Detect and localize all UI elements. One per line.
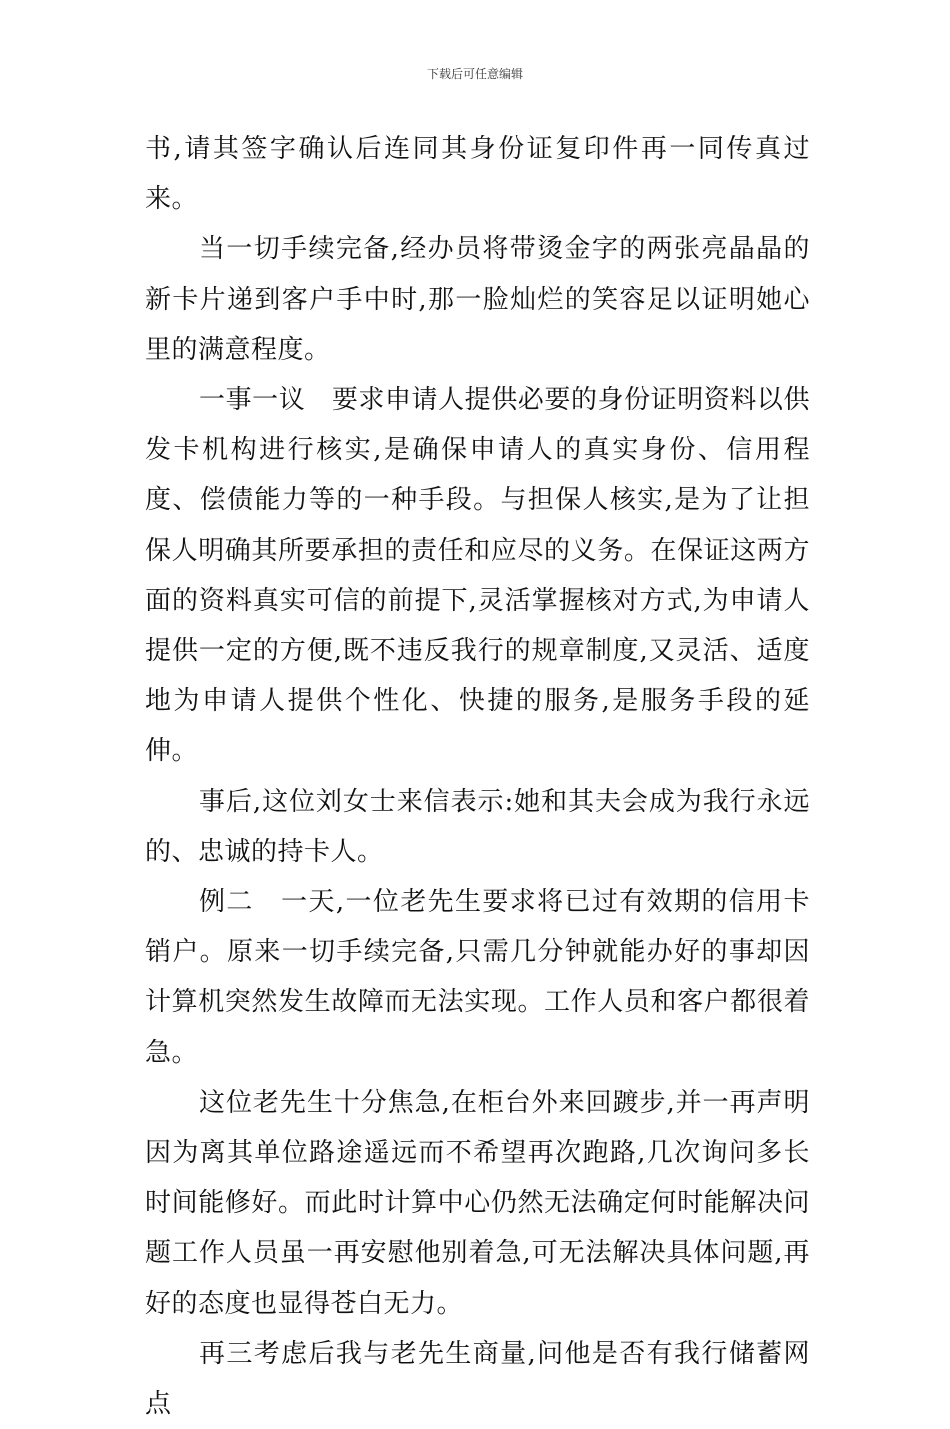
paragraph: 再三考虑后我与老先生商量,问他是否有我行储蓄网点 — [145, 1338, 810, 1420]
paragraph: 一事一议 要求申请人提供必要的身份证明资料以供发卡机构进行核实,是确保申请人的真实身份、信用程度、偿债能力等的一种手段。与担保人核实,是为了让担保人明确其所要承担的责任和应尽的义务。在保证这两方面的资料真实可信的前提下,灵活掌握核对方式,为申请人提供一定的方便,既不违反我行的规章制度,又灵活、适度地为申请人提供个性化、快捷的服务,是服务手段的延伸。 — [145, 385, 810, 767]
paragraph: 这位老先生十分焦急,在柜台外来回踱步,并一再声明因为离其单位路途遥远而不希望再次跑路,几次询问多长时间能修好。而此时计算中心仍然无法确定何时能解决问题工作人员虽一再安慰他别着急,可无法解决具体问题,再好的态度也显得苍白无力。 — [145, 1087, 810, 1319]
paragraph: 书,请其签字确认后连同其身份证复印件再一同传真过来。 — [145, 134, 810, 215]
paragraph: 事后,这位刘女士来信表示:她和其夫会成为我行永远的、忠诚的持卡人。 — [145, 786, 810, 867]
paragraph: 例二 一天,一位老先生要求将已过有效期的信用卡销户。原来一切手续完备,只需几分钟就能办好的事却因计算机突然发生故障而无法实现。工作人员和客户都很着急。 — [145, 887, 810, 1068]
paragraph: 当一切手续完备,经办员将带烫金字的两张亮晶晶的新卡片递到客户手中时,那一脸灿烂的笑容足以证明她心里的满意程度。 — [145, 234, 810, 365]
page-header: 下载后可任意编辑 — [426, 67, 523, 81]
document-body — [145, 124, 810, 1429]
